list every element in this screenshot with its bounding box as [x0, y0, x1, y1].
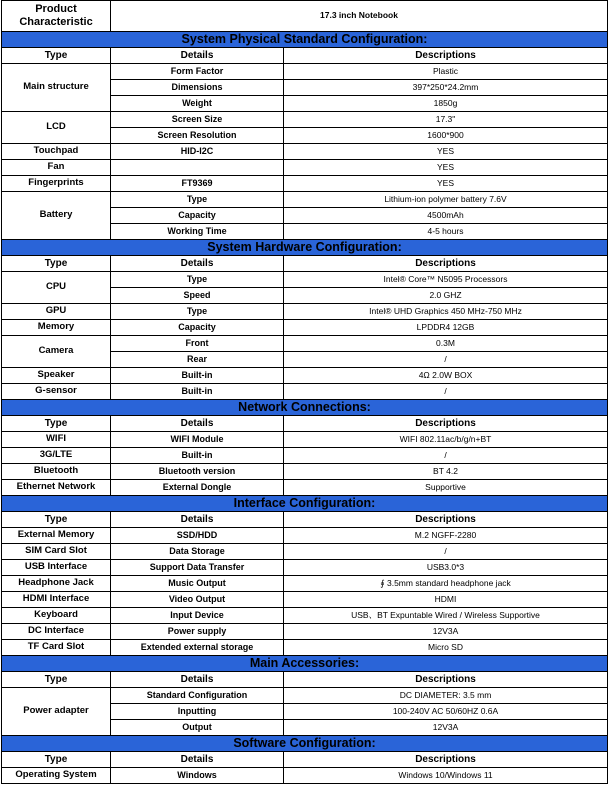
spec-detail-cell: Built-in — [111, 368, 284, 384]
section-title: System Physical Standard Configuration: — [2, 32, 608, 48]
spec-row-sim-card-slot — [2, 544, 608, 560]
column-header-row — [2, 416, 608, 432]
spec-row-battery — [2, 192, 608, 208]
section-title: Network Connections: — [2, 400, 608, 416]
spec-row-ethernet-network — [2, 480, 608, 496]
spec-row-wifi — [2, 432, 608, 448]
spec-type-cell: Power adapter — [2, 688, 111, 736]
spec-detail-cell: FT9369 — [111, 176, 284, 192]
spec-type-cell: HDMI Interface — [2, 592, 111, 608]
spec-description-cell: / — [284, 448, 608, 464]
spec-description-cell: 0.3M — [284, 336, 608, 352]
spec-row-lcd — [2, 112, 608, 128]
spec-description-cell: USB、BT Expuntable Wired / Wireless Supportive — [284, 608, 608, 624]
column-header-details: Details — [111, 416, 284, 432]
spec-detail-cell: Screen Size — [111, 112, 284, 128]
spec-detail-cell: Capacity — [111, 208, 284, 224]
product-characteristic-label: Product Characteristic — [2, 1, 111, 32]
column-header-descriptions: Descriptions — [284, 256, 608, 272]
spec-type-cell: Ethernet Network — [2, 480, 111, 496]
section-header — [2, 656, 608, 672]
spec-description-cell: 4-5 hours — [284, 224, 608, 240]
column-header-descriptions: Descriptions — [284, 512, 608, 528]
spec-type-cell: Fan — [2, 160, 111, 176]
spec-detail-cell: Built-in — [111, 448, 284, 464]
section-header — [2, 240, 608, 256]
column-header-type: Type — [2, 256, 111, 272]
spec-detail-cell: Screen Resolution — [111, 128, 284, 144]
spec-description-cell: 2.0 GHZ — [284, 288, 608, 304]
spec-detail-cell: Working Time — [111, 224, 284, 240]
spec-row-fan — [2, 160, 608, 176]
spec-detail-cell: Extended external storage — [111, 640, 284, 656]
spec-description-cell: HDMI — [284, 592, 608, 608]
spec-detail-cell: Video Output — [111, 592, 284, 608]
spec-row-headphone-jack — [2, 576, 608, 592]
column-header-descriptions: Descriptions — [284, 672, 608, 688]
spec-type-cell: Memory — [2, 320, 111, 336]
spec-description-cell: Lithium-ion polymer battery 7.6V — [284, 192, 608, 208]
spec-description-cell: 4Ω 2.0W BOX — [284, 368, 608, 384]
column-header-details: Details — [111, 752, 284, 768]
spec-detail-cell: Form Factor — [111, 64, 284, 80]
column-header-type: Type — [2, 48, 111, 64]
spec-detail-cell: Type — [111, 304, 284, 320]
section-header — [2, 32, 608, 48]
spec-row-memory — [2, 320, 608, 336]
spec-detail-cell: Standard Configuration — [111, 688, 284, 704]
spec-row-hdmi-interface — [2, 592, 608, 608]
spec-description-cell: / — [284, 544, 608, 560]
spec-row-camera — [2, 336, 608, 352]
spec-sheet — [1, 0, 607, 784]
spec-detail-cell: Data Storage — [111, 544, 284, 560]
spec-description-cell: / — [284, 384, 608, 400]
spec-description-cell: 397*250*24.2mm — [284, 80, 608, 96]
spec-type-cell: TF Card Slot — [2, 640, 111, 656]
spec-detail-cell: Built-in — [111, 384, 284, 400]
section-title: Software Configuration: — [2, 736, 608, 752]
section-header — [2, 400, 608, 416]
spec-row-external-memory — [2, 528, 608, 544]
spec-row-operating-system — [2, 768, 608, 784]
spec-detail-cell: Dimensions — [111, 80, 284, 96]
spec-description-cell: BT 4.2 — [284, 464, 608, 480]
section-title: Interface Configuration: — [2, 496, 608, 512]
spec-type-cell: Battery — [2, 192, 111, 240]
product-model: 17.3 inch Notebook — [111, 1, 608, 32]
spec-detail-cell: Power supply — [111, 624, 284, 640]
spec-description-cell: Intel® Core™ N5095 Processors — [284, 272, 608, 288]
spec-detail-cell: Input Device — [111, 608, 284, 624]
spec-type-cell: Touchpad — [2, 144, 111, 160]
spec-detail-cell: Front — [111, 336, 284, 352]
spec-detail-cell: External Dongle — [111, 480, 284, 496]
spec-row-bluetooth — [2, 464, 608, 480]
spec-type-cell: SIM Card Slot — [2, 544, 111, 560]
spec-type-cell: Headphone Jack — [2, 576, 111, 592]
column-header-row — [2, 48, 608, 64]
spec-type-cell: Speaker — [2, 368, 111, 384]
spec-detail-cell: Support Data Transfer — [111, 560, 284, 576]
spec-type-cell: WIFI — [2, 432, 111, 448]
spec-description-cell: 1850g — [284, 96, 608, 112]
spec-description-cell: Intel® UHD Graphics 450 MHz-750 MHz — [284, 304, 608, 320]
column-header-type: Type — [2, 752, 111, 768]
section-header — [2, 736, 608, 752]
spec-description-cell: 12V3A — [284, 624, 608, 640]
spec-row-tf-card-slot — [2, 640, 608, 656]
spec-description-cell: 100-240V AC 50/60HZ 0.6A — [284, 704, 608, 720]
spec-description-cell: Plastic — [284, 64, 608, 80]
spec-row-dc-interface — [2, 624, 608, 640]
header-row — [2, 1, 608, 32]
spec-type-cell: Main structure — [2, 64, 111, 112]
spec-detail-cell: Output — [111, 720, 284, 736]
spec-description-cell: DC DIAMETER: 3.5 mm — [284, 688, 608, 704]
spec-description-cell: 17.3" — [284, 112, 608, 128]
column-header-row — [2, 512, 608, 528]
spec-row-gpu — [2, 304, 608, 320]
spec-type-cell: 3G/LTE — [2, 448, 111, 464]
section-header — [2, 496, 608, 512]
spec-detail-cell: Windows — [111, 768, 284, 784]
column-header-row — [2, 752, 608, 768]
spec-row-usb-interface — [2, 560, 608, 576]
spec-type-cell: Camera — [2, 336, 111, 368]
spec-description-cell: WIFI 802.11ac/b/g/n+BT — [284, 432, 608, 448]
spec-detail-cell: Speed — [111, 288, 284, 304]
spec-detail-cell: Type — [111, 192, 284, 208]
spec-type-cell: LCD — [2, 112, 111, 144]
spec-description-cell: 12V3A — [284, 720, 608, 736]
spec-description-cell: Windows 10/Windows 11 — [284, 768, 608, 784]
spec-detail-cell: Music Output — [111, 576, 284, 592]
spec-description-cell: 4500mAh — [284, 208, 608, 224]
spec-type-cell: DC Interface — [2, 624, 111, 640]
spec-description-cell: Supportive — [284, 480, 608, 496]
column-header-details: Details — [111, 672, 284, 688]
spec-detail-cell: Rear — [111, 352, 284, 368]
spec-detail-cell: HID-I2C — [111, 144, 284, 160]
spec-row-touchpad — [2, 144, 608, 160]
spec-detail-cell: Bluetooth version — [111, 464, 284, 480]
spec-description-cell: 1600*900 — [284, 128, 608, 144]
spec-type-cell: External Memory — [2, 528, 111, 544]
column-header-descriptions: Descriptions — [284, 416, 608, 432]
spec-description-cell: YES — [284, 160, 608, 176]
column-header-type: Type — [2, 512, 111, 528]
spec-type-cell: Bluetooth — [2, 464, 111, 480]
spec-detail-cell: WIFI Module — [111, 432, 284, 448]
spec-row-fingerprints — [2, 176, 608, 192]
spec-type-cell: USB Interface — [2, 560, 111, 576]
spec-row-power-adapter — [2, 688, 608, 704]
spec-description-cell: M.2 NGFF-2280 — [284, 528, 608, 544]
spec-row-main-structure — [2, 64, 608, 80]
spec-row-keyboard — [2, 608, 608, 624]
spec-type-cell: CPU — [2, 272, 111, 304]
column-header-details: Details — [111, 48, 284, 64]
spec-detail-cell: SSD/HDD — [111, 528, 284, 544]
spec-detail-cell: Weight — [111, 96, 284, 112]
column-header-descriptions: Descriptions — [284, 48, 608, 64]
spec-table — [1, 0, 608, 784]
spec-description-cell: USB3.0*3 — [284, 560, 608, 576]
column-header-row — [2, 256, 608, 272]
spec-description-cell: LPDDR4 12GB — [284, 320, 608, 336]
section-title: System Hardware Configuration: — [2, 240, 608, 256]
spec-row-cpu — [2, 272, 608, 288]
spec-type-cell: GPU — [2, 304, 111, 320]
section-title: Main Accessories: — [2, 656, 608, 672]
spec-row-speaker — [2, 368, 608, 384]
spec-type-cell: G-sensor — [2, 384, 111, 400]
column-header-type: Type — [2, 672, 111, 688]
spec-detail-cell — [111, 160, 284, 176]
spec-row-3g-lte — [2, 448, 608, 464]
column-header-row — [2, 672, 608, 688]
spec-description-cell: ∮ 3.5mm standard headphone jack — [284, 576, 608, 592]
spec-row-g-sensor — [2, 384, 608, 400]
spec-type-cell: Fingerprints — [2, 176, 111, 192]
spec-description-cell: / — [284, 352, 608, 368]
spec-detail-cell: Inputting — [111, 704, 284, 720]
column-header-details: Details — [111, 256, 284, 272]
column-header-type: Type — [2, 416, 111, 432]
spec-detail-cell: Type — [111, 272, 284, 288]
spec-description-cell: Micro SD — [284, 640, 608, 656]
column-header-descriptions: Descriptions — [284, 752, 608, 768]
spec-description-cell: YES — [284, 176, 608, 192]
spec-description-cell: YES — [284, 144, 608, 160]
spec-type-cell: Operating System — [2, 768, 111, 784]
spec-detail-cell: Capacity — [111, 320, 284, 336]
spec-type-cell: Keyboard — [2, 608, 111, 624]
column-header-details: Details — [111, 512, 284, 528]
